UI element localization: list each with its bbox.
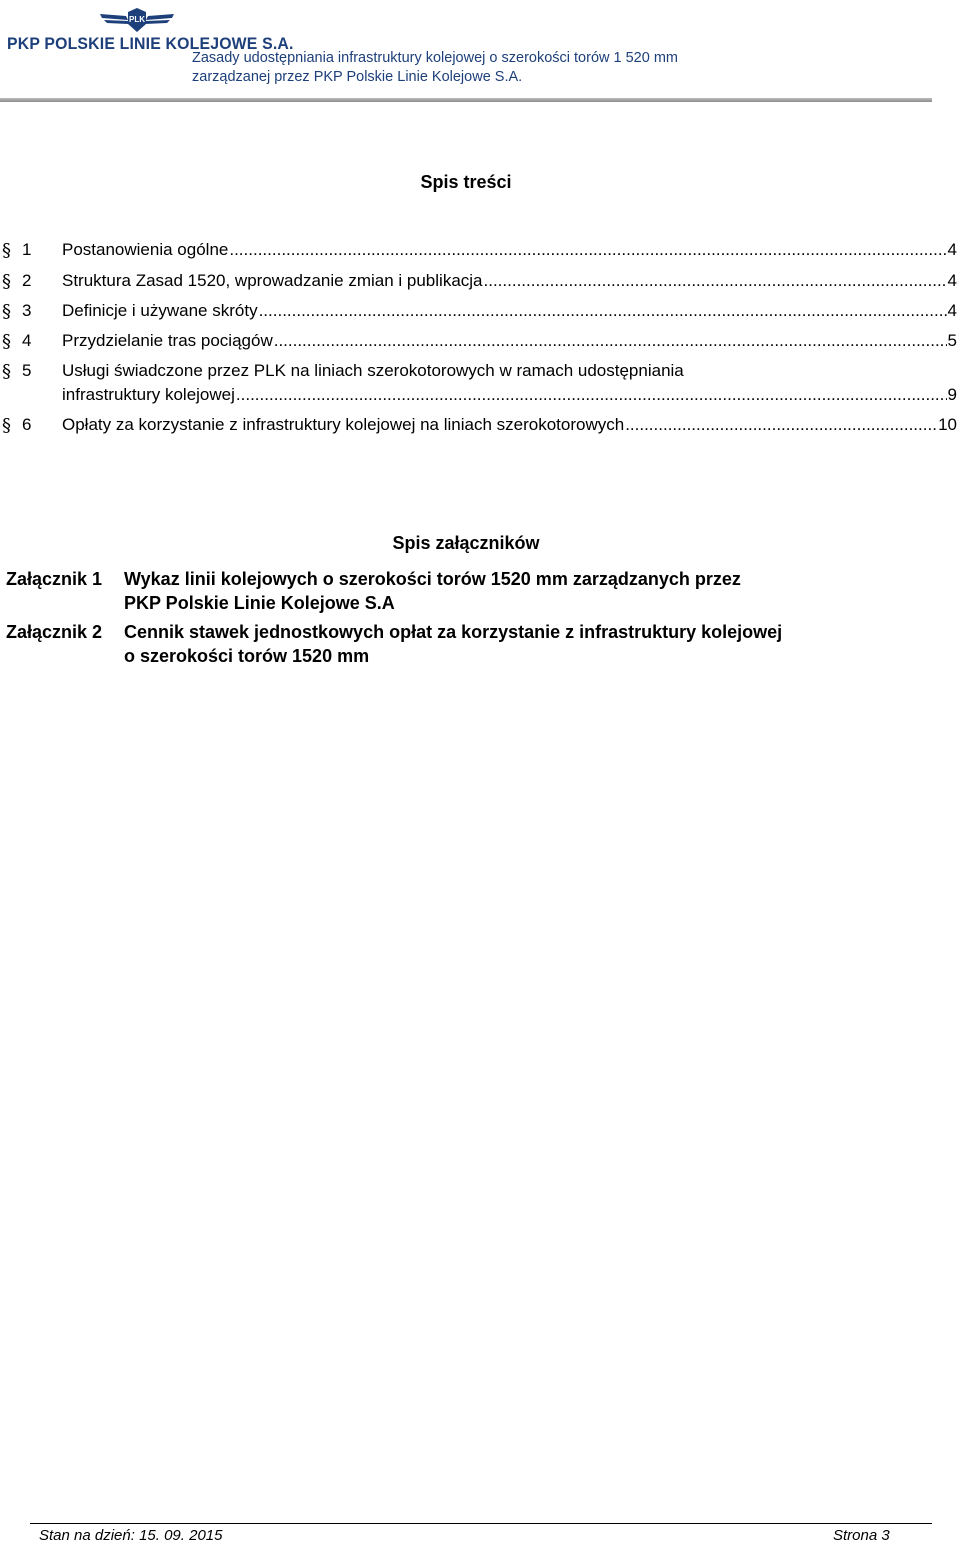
annex-text-line2: o szerokości torów 1520 mm [124,646,370,666]
toc-item-page: 4 [947,301,957,320]
annex-text-line1: Wykaz linii kolejowych o szerokości torów 1520 mm zarządzanych przez [124,569,741,589]
annex-text-line1: Cennik stawek jednostkowych opłat za korzystanie z infrastruktury kolejowej [124,622,783,642]
toc-item-text: Struktura Zasad 1520, wprowadzanie zmian i publikacja [62,271,483,290]
header-subtitle-line2: zarządzanej przez PKP Polskie Linie Kolejowe S.A. [192,69,523,85]
footer-divider [30,1523,932,1524]
toc-item-text: Postanowienia ogólne [62,240,229,259]
annexes-title: Spis załączników [392,533,540,553]
annex-label: Załącznik 2 [6,622,103,642]
section-sign-icon: § [2,331,11,352]
toc-item-number: 1 [22,240,32,259]
toc-item-page: 5 [947,331,957,350]
toc-item-text: Opłaty za korzystanie z infrastruktury kolejowej na liniach szerokotorowych [62,415,625,434]
toc-item-number: 6 [22,415,32,434]
section-sign-icon: § [2,271,11,292]
toc-item-text-continued: infrastruktury kolejowej [62,385,235,404]
plk-logo-icon [98,6,176,34]
annex-text-line2: PKP Polskie Linie Kolejowe S.A [124,593,395,613]
section-sign-icon: § [2,301,11,322]
company-name: PKP POLSKIE LINIE KOLEJOWE S.A. [7,34,294,53]
header-subtitle-line1: Zasady udostępniania infrastruktury kolejowej o szerokości torów 1 520 mm [192,50,678,66]
toc-item-page: 4 [947,271,957,290]
section-sign-icon: § [2,361,11,382]
footer-page-number: Strona 3 [833,1527,890,1544]
svg-text:PLK: PLK [129,15,145,24]
header-divider [0,98,932,102]
toc-item-number: 5 [22,361,32,380]
toc-item-number: 3 [22,301,32,320]
page-header [0,0,960,102]
toc-title: Spis treści [420,172,512,192]
toc-item-number: 2 [22,271,32,290]
toc-item-page: 9 [947,385,957,404]
toc-item-text: Definicje i używane skróty [62,301,258,320]
section-sign-icon: § [2,415,11,436]
toc-item-page: 4 [947,240,957,259]
toc-item-number: 4 [22,331,32,350]
annex-label: Załącznik 1 [6,569,103,589]
toc-item-text: Usługi świadczone przez PLK na liniach szerokotorowych w ramach udostępniania [62,361,684,380]
toc-item-page: 10 [938,415,957,434]
section-sign-icon: § [2,240,11,261]
toc-item-text: Przydzielanie tras pociągów [62,331,273,350]
footer-date: Stan na dzień: 15. 09. 2015 [39,1527,223,1544]
